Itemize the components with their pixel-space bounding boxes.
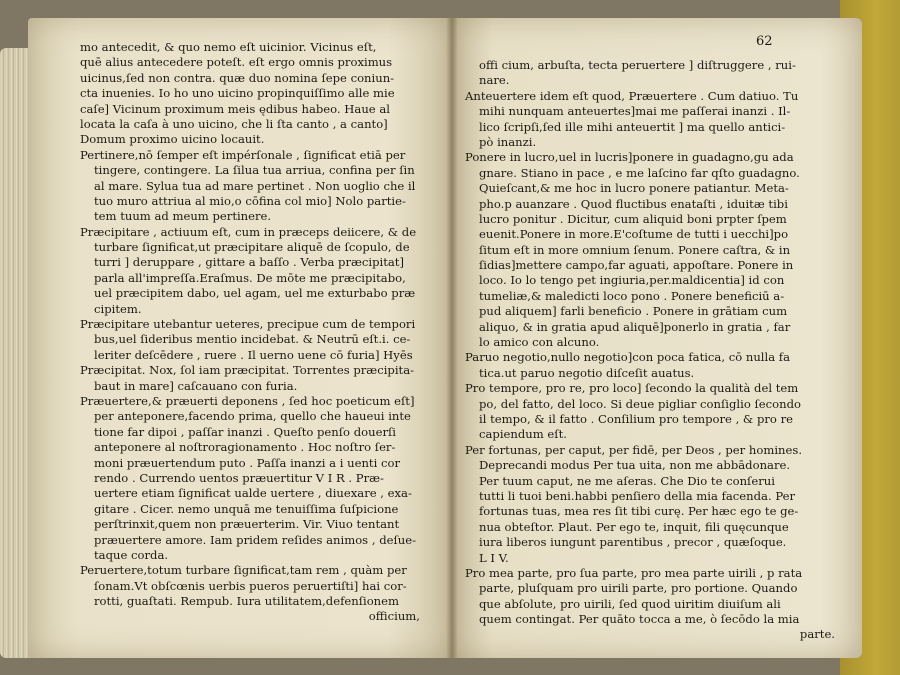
text-line: Deprecandi modus Per tua uita, non me abbādonare. bbox=[479, 458, 791, 473]
text-line: aliquo, & in gratia apud aliquē]ponerlo in gratia , far bbox=[479, 319, 791, 334]
text-line: ſonam.Vt obſcœnis uerbis pueros peruertiſti] hai cor- bbox=[94, 578, 407, 593]
text-line: lico ſcripſi,ſed ille mihi anteuertit ] ma quello antici- bbox=[479, 119, 786, 134]
text-line: rotti, guaſtati. Rempub. Iura utilitatem,defenſionem bbox=[94, 594, 399, 609]
text-line: parte. bbox=[799, 627, 835, 642]
text-line: quē alius antecedere poteſt. eſt ergo omnis proximus bbox=[80, 55, 393, 70]
text-line: nare. bbox=[479, 73, 510, 88]
text-line: locata la caſa à uno uicino, che li ſta canto , a canto] bbox=[80, 116, 388, 131]
page-number: 62 bbox=[756, 34, 773, 49]
text-line: præuertere amore. Iam pridem reſides animos , deſue- bbox=[94, 532, 417, 547]
text-line: Præcipitat. Nox, ſol iam præcipitat. Torrentes præcipita- bbox=[80, 363, 415, 378]
text-line: Pro tempore, pro re, pro loco] ſecondo la qualità del tem bbox=[465, 381, 799, 396]
text-line: quem contingat. Per quāto tocca a me, ò ſecōdo la mia bbox=[479, 612, 800, 627]
text-line: Domum proximo uicino locauit. bbox=[80, 132, 265, 147]
text-line: iura liberos iungunt parentibus , precor , quæſoque. bbox=[479, 535, 787, 550]
text-line: fortunas tuas, mea res ſit tibi curę. Per hæc ego te ge- bbox=[479, 504, 799, 519]
text-line: officium, bbox=[368, 609, 420, 624]
text-line: Pertinere,nō ſemper eſt impérſonale , ſignificat etiā per bbox=[80, 147, 406, 162]
text-line: uicinus,ſed non contra. quæ duo nomina ſepe coniun- bbox=[80, 70, 395, 85]
text-line: lucro ponitur . Dicitur, cum aliquid boni prpter ſpem bbox=[479, 211, 787, 226]
text-line: gitare . Cicer. nemo unquā me tenuiſſima ſuſpicione bbox=[94, 501, 399, 516]
text-line: ſitum eſt in more omnium ſenum. Ponere caſtra, & in bbox=[479, 242, 791, 257]
text-line: Præcipitare , actiuum eſt, cum in præceps deiicere, & de bbox=[80, 224, 417, 239]
text-line: caſe] Vicinum proximum meis ędibus habeo. Haue al bbox=[80, 101, 390, 116]
text-line: uel præcipitem dabo, uel agam, uel me exturbabo præ bbox=[94, 286, 416, 301]
text-line: Præcipitare utebantur ueteres, precipue cum de tempori bbox=[80, 317, 416, 332]
text-line: ſidias]mettere campo,far aguati, appoſtare. Ponere in bbox=[479, 258, 794, 273]
text-line: tione far dipoi , paſſar inanzi . Queſto penſo douerſi bbox=[94, 424, 396, 439]
text-line: Præuertere,& præuerti deponens , ſed hoc poeticum eſt] bbox=[80, 393, 415, 408]
text-line: mo antecedit, & quo nemo eſt uicinior. Vicinus eſt, bbox=[80, 40, 377, 54]
text-line: al mare. Sylua tua ad mare pertinet . Non uoglio che il bbox=[94, 178, 416, 193]
text-line: euenit.Ponere in more.E'coſtume de tutti i uecchi]po bbox=[479, 227, 789, 242]
text-line: perſtrinxit,quem non præuerterim. Vir. Viuo tentant bbox=[94, 517, 400, 532]
text-line: cta inuenies. Io ho uno uicino propinquiſſimo alle mie bbox=[80, 86, 395, 101]
text-line: tuo muro attriua al mio,o cōfina col mio] Nolo partie- bbox=[94, 193, 406, 208]
text-line: Paruo negotio,nullo negotio]con poca fatica, cō nulla fa bbox=[465, 350, 791, 365]
text-line: taque corda. bbox=[94, 547, 169, 562]
text-line: turbare ſignificat,ut præcipitare aliquē de ſcopulo, de bbox=[94, 240, 410, 255]
text-line: Pro mea parte, pro ſua parte, pro mea parte uirili , p rata bbox=[465, 565, 803, 580]
text-line: parla all'impreſſa.Eraſmus. De mōte me præcipitabo, bbox=[94, 270, 406, 285]
text-line: Peruertere,totum turbare ſignificat,tam rem , quàm per bbox=[80, 563, 407, 578]
right-page-text bbox=[465, 58, 845, 643]
text-line: baut in mare] caſcauano con furia. bbox=[94, 378, 298, 393]
text-line: nua obteſtor. Plaut. Per ego te, inquit, fili quęcunque bbox=[479, 519, 789, 534]
text-line: Anteuertere idem eſt quod, Præuertere . Cum datiuo. Tu bbox=[465, 88, 799, 103]
text-line: gnare. Stiano in pace , e me laſcino far qſto guadagno. bbox=[479, 165, 800, 180]
text-line: pò inanzi. bbox=[479, 134, 537, 149]
text-line: tutti li tuoi beni.habbi penſiero della mia facenda. Per bbox=[479, 488, 796, 503]
text-line: que abſolute, pro uirili, ſed quod uiritim diuiſum ali bbox=[479, 596, 781, 611]
text-line: rendo . Currendo uentos præuertitur V I R . Præ- bbox=[94, 470, 384, 485]
text-line: cipitem. bbox=[94, 301, 142, 316]
text-line: turri ] deruppare , gittare a baſſo . Verba præcipitat] bbox=[94, 255, 404, 270]
text-line: moni præuertendum puto . Paſſa inanzi a i uenti cor bbox=[94, 455, 400, 470]
text-line: Per tuum caput, ne me aſeras. Che Dio te conſerui bbox=[479, 473, 775, 488]
text-line: per anteponere,facendo prima, quello che haueui inte bbox=[94, 409, 411, 424]
text-line: po, del fatto, del loco. Si deue pigliar conſiglio ſecondo bbox=[479, 396, 801, 411]
text-line: Per fortunas, per caput, per fidē, per Deos , per homines. bbox=[465, 442, 803, 457]
left-page-text bbox=[80, 40, 430, 625]
text-line: il tempo, & il fatto . Conſilium pro tempore , & pro re bbox=[479, 411, 793, 426]
text-line: tumeliæ,& maledicti loco pono . Ponere beneficiū a- bbox=[479, 288, 785, 303]
text-line: mihi nunquam anteuertes]mai me paſſerai inanzi . Il- bbox=[479, 104, 791, 119]
book-gutter bbox=[446, 18, 458, 658]
text-line: capiendum eſt. bbox=[479, 427, 567, 442]
text-line: tem tuum ad meum pertinere. bbox=[94, 209, 272, 224]
text-line: leriter deſcēdere , ruere . Il uerno uene cō furia] Hyēs bbox=[94, 347, 413, 362]
text-line: lo amico con alcuno. bbox=[479, 335, 600, 350]
text-line: parte, pluſquam pro uirili parte, pro portione. Quando bbox=[479, 581, 798, 596]
text-line: uertere etiam ſignificat ualde uertere , diuexare , exa- bbox=[94, 486, 412, 501]
text-line: anteponere al noſtroragionamento . Hoc noſtro ſer- bbox=[94, 440, 396, 455]
text-line: offi cium, arbuſta, tecta peruertere ] diſtruggere , rui- bbox=[479, 58, 796, 72]
text-line: pho.p auanzare . Quod fluctibus enataſti , iduitæ tibi bbox=[479, 196, 788, 211]
text-line: loco. Io lo tengo pet ingiuria,per.maldicentia] id con bbox=[479, 273, 785, 288]
text-line: tingere, contingere. La ſilua tua arriua, confina per ſin bbox=[94, 163, 415, 178]
text-line: tica.ut paruo negotio diſceſit auatus. bbox=[479, 365, 695, 380]
text-line: Quieſcant,& me hoc in lucro ponere patiantur. Meta- bbox=[479, 181, 789, 196]
text-line: pud aliquem] farli beneficio . Ponere in grātiam cum bbox=[479, 304, 788, 319]
text-line: L I V. bbox=[479, 550, 509, 565]
text-line: Ponere in lucro,uel in lucris]ponere in guadagno,gu ada bbox=[465, 150, 794, 165]
text-line: bus,uel ſideribus mentio incidebat. & Neutrū eſt.i. ce- bbox=[94, 332, 411, 347]
